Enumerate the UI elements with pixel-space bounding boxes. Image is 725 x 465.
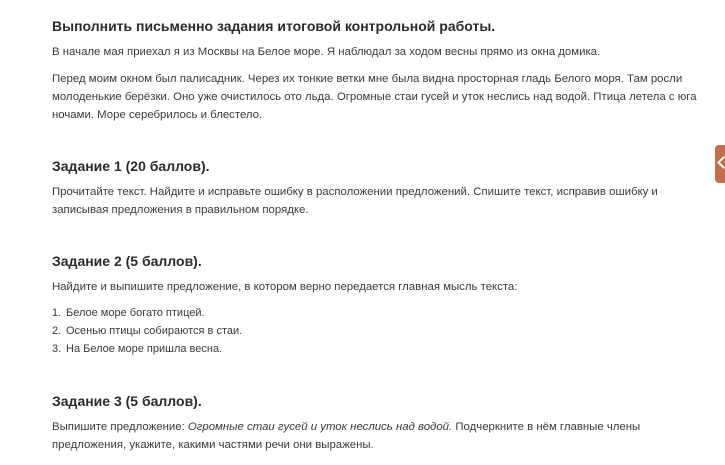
page-title: Выполнить письменно задания итоговой контрольной работы. (52, 18, 496, 34)
list-item-number: 3. (52, 343, 62, 355)
text-intro: В начале мая приехал я из Москвы на Белое море. Я наблюдал за ходом весны прямо из окна домика. (52, 46, 601, 58)
list-item (52, 322, 242, 340)
list-item-text: Осенью птицы собираются в стаи. (66, 325, 243, 337)
task3-prefix: Выпишите предложение: (52, 421, 188, 433)
task3-description (52, 418, 702, 454)
task2-title: Задание 2 (5 баллов). (52, 253, 202, 269)
list-item-text: На Белое море пришла весна. (66, 343, 223, 355)
list-item-number: 1. (52, 307, 62, 319)
task3-suffix: Подчеркните в нём главные члены предложения, укажите, какими частями речи они выражены. (52, 421, 641, 451)
chevron-left-icon (717, 156, 725, 169)
task1-title: Задание 1 (20 баллов). (52, 158, 210, 174)
task2-options-list (52, 304, 242, 358)
side-panel-toggle[interactable] (715, 145, 725, 183)
task2-description: Найдите и выпишите предложение, в котором верно передается главная мысль текста: (52, 281, 518, 293)
list-item (52, 304, 242, 322)
text-body: Перед моим окном был палисадник. Через их тонкие ветки мне была видна просторная гладь Белого моря. Там росли молоденькие берёзки. Оно уже очистилось ото льда. Огромные стаи гусей и уток неслись над водой. Птица летела с юга ночами. Море серебрилось и блестело. (52, 73, 697, 121)
list-item-number: 2. (52, 325, 62, 337)
task1-description: Прочитайте текст. Найдите и исправьте ошибку в расположении предложений. Спишите текст, исправив ошибку и записывая предложения в правильном порядке. (52, 186, 658, 216)
task3-sentence: Огромные стаи гусей и уток неслись над водой. (187, 421, 453, 433)
list-item-text: Белое море богато птицей. (66, 307, 205, 319)
task3-title: Задание 3 (5 баллов). (52, 393, 202, 409)
list-item (52, 340, 242, 358)
